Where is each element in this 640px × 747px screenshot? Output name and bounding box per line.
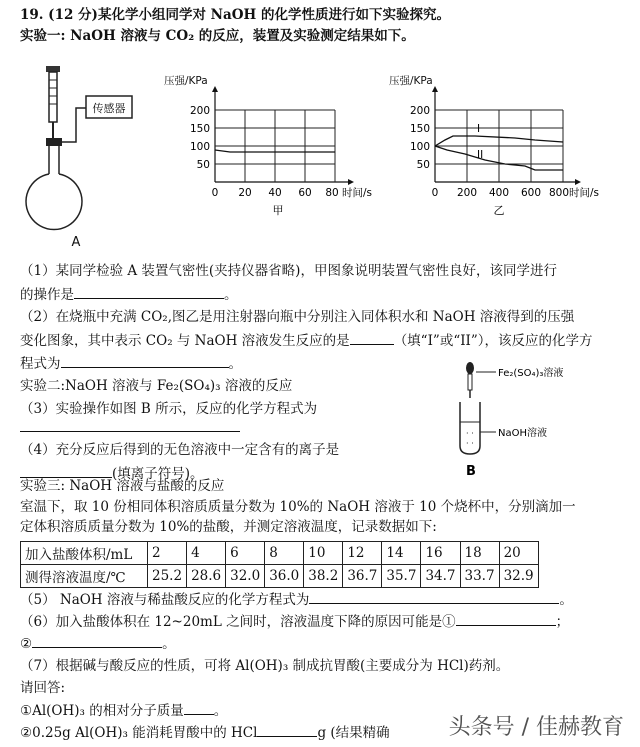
graph-jia-ylabel: 压强/KPa — [164, 75, 208, 87]
q4-line-b: (填离子符号)。 — [20, 464, 204, 483]
q7-line: （7）根据碱与酸反应的性质，可将 Al(OH)₃ 制成抗胃酸(主要成分为 HCl)药剂。 — [20, 658, 510, 674]
experiment-2-title: 实验二:NaOH 溶液与 Fe₂(SO₄)₃ 溶液的反应 — [20, 378, 293, 394]
table-row — [21, 542, 539, 565]
figure-a-label: A — [71, 235, 81, 250]
question-title: 19. (12 分)某化学小组同学对 NaOH 的化学性质进行如下实验探究。 — [20, 7, 450, 23]
table-cell: 14 — [382, 542, 421, 565]
table-cell: 25.2 — [148, 565, 187, 588]
q1-line-a: （1）某同学检验 A 装置气密性(夹持仪器省略)，甲图象说明装置气密性良好，该同学进行 — [20, 263, 557, 279]
q6-blank-1 — [456, 612, 556, 626]
experiment-3-desc-2: 定体积溶质质量分数为 10%的盐酸，并测定溶液温度，记录数据如下: — [20, 519, 437, 535]
svg-text:150: 150 — [189, 123, 210, 135]
experiment-3-desc-1: 室温下，取 10 份相同体积溶质质量分数为 10%的 NaOH 溶液于 10 个烧杯中，分别滴加一 — [20, 499, 576, 515]
q6-blank-2 — [32, 634, 162, 648]
temperature-table — [20, 541, 539, 588]
q1-line-b: 的操作是 。 — [20, 287, 238, 303]
syringe-icon — [46, 66, 60, 138]
q6-line-a: （6）加入盐酸体积在 12~20mL 之间时，溶液温度下降的原因可能是① ； — [20, 614, 570, 630]
svg-text:100: 100 — [409, 141, 430, 153]
svg-text:60: 60 — [298, 187, 312, 199]
q1-blank — [74, 285, 224, 299]
svg-text:600: 600 — [520, 187, 542, 199]
table-cell: 2 — [148, 542, 187, 565]
table-cell: 38.2 — [304, 565, 343, 588]
q2-line-b: 变化图象，其中表示 CO₂ 与 NaOH 溶液发生反应的是 （填“I”或“II”），该反应的化学方 — [20, 333, 593, 349]
svg-text:80: 80 — [325, 187, 339, 199]
q5-line: （5） NaOH 溶液与稀盐酸反应的化学方程式为 。 — [20, 592, 573, 608]
table-cell: 12 — [343, 542, 382, 565]
svg-text:50: 50 — [196, 159, 210, 171]
q7-1-line: ①Al(OH)₃ 的相对分子质量 。 — [20, 703, 228, 719]
q6-line-b: ② 。 — [20, 636, 176, 652]
svg-text:· ·: · · — [466, 439, 474, 448]
test-tube-icon — [460, 402, 480, 454]
q3-blank — [20, 418, 240, 432]
svg-text:0: 0 — [211, 187, 219, 199]
graph-yi-caption: 乙 — [493, 204, 505, 217]
table-cell: 18 — [460, 542, 499, 565]
table-cell: 32.0 — [226, 565, 265, 588]
svg-text:20: 20 — [238, 187, 252, 199]
svg-text:400: 400 — [488, 187, 510, 199]
svg-text:800: 800 — [548, 187, 570, 199]
table-row — [21, 565, 539, 588]
q3-line-b — [20, 418, 240, 437]
naoh-solution-label: NaOH溶液 — [498, 428, 547, 439]
table-cell: 32.9 — [499, 565, 538, 588]
table-cell: 4 — [187, 542, 226, 565]
q2-line-a: （2）在烧瓶中充满 CO₂,图乙是用注射器向瓶中分别注入同体积水和 NaOH 溶液得到的压强 — [20, 309, 575, 325]
graph-jia-caption: 甲 — [272, 204, 284, 217]
table-row-head: 加入盐酸体积/mL — [21, 542, 148, 565]
table-cell: 35.7 — [382, 565, 421, 588]
table-cell: 36.0 — [265, 565, 304, 588]
q4-blank — [20, 464, 112, 478]
table-cell: 28.6 — [187, 565, 226, 588]
svg-text:200: 200 — [189, 105, 210, 117]
q4-line-a: （4）充分反应后得到的无色溶液中一定含有的离子是 — [20, 442, 340, 458]
table-cell: 8 — [265, 542, 304, 565]
table-cell: 34.7 — [421, 565, 460, 588]
svg-text:200: 200 — [409, 105, 430, 117]
graph-jia — [160, 70, 373, 220]
q2-blank-2 — [61, 354, 229, 368]
q5-blank — [309, 590, 559, 604]
graph-jia-xlabel: 时间/s — [342, 187, 373, 199]
svg-text:50: 50 — [416, 159, 430, 171]
svg-text:I: I — [477, 123, 481, 135]
svg-text:200: 200 — [456, 187, 478, 199]
table-cell: 33.7 — [460, 565, 499, 588]
q3-line-a: （3）实验操作如图 B 所示，反应的化学方程式为 — [20, 401, 318, 417]
svg-text:100: 100 — [189, 141, 210, 153]
experiment-1-title: 实验一: NaOH 溶液与 CO₂ 的反应，装置及实验测定结果如下。 — [20, 28, 415, 44]
svg-text:0: 0 — [431, 187, 439, 199]
round-flask-icon — [26, 146, 82, 230]
table-cell: 10 — [304, 542, 343, 565]
dropper-icon — [466, 362, 474, 398]
experiment-3-title: 实验三: NaOH 溶液与盐酸的反应 — [20, 478, 225, 494]
figure-b — [448, 360, 628, 480]
fe-solution-label: Fe₂(SO₄)₃溶液 — [498, 368, 564, 379]
svg-text:· ·: · · — [466, 429, 474, 438]
sensor-label: 传感器 — [92, 102, 126, 115]
graph-yi — [385, 70, 600, 220]
watermark: 头条号 / 佳赫教育 — [448, 715, 624, 740]
svg-text:40: 40 — [268, 187, 282, 199]
svg-text:150: 150 — [409, 123, 430, 135]
table-cell: 20 — [499, 542, 538, 565]
apparatus-a-figure — [18, 56, 148, 256]
table-cell: 16 — [421, 542, 460, 565]
figure-b-label: B — [466, 464, 476, 479]
q2-blank-1 — [350, 331, 394, 345]
q2-line-c: 程式为 。 — [20, 356, 242, 372]
graph-yi-ylabel: 压强/KPa — [389, 75, 433, 87]
q7-1-blank — [184, 701, 214, 715]
svg-text:II: II — [477, 149, 484, 161]
q7-2-line: ②0.25g Al(OH)₃ 能消耗胃酸中的 HCl g (结果精确 — [20, 725, 390, 741]
table-row-head: 测得溶液温度/℃ — [21, 565, 148, 588]
table-cell: 6 — [226, 542, 265, 565]
table-cell: 36.7 — [343, 565, 382, 588]
answer-prompt: 请回答: — [20, 680, 66, 696]
q7-2-blank — [257, 723, 317, 737]
graph-yi-xlabel: 时间/s — [569, 187, 600, 199]
